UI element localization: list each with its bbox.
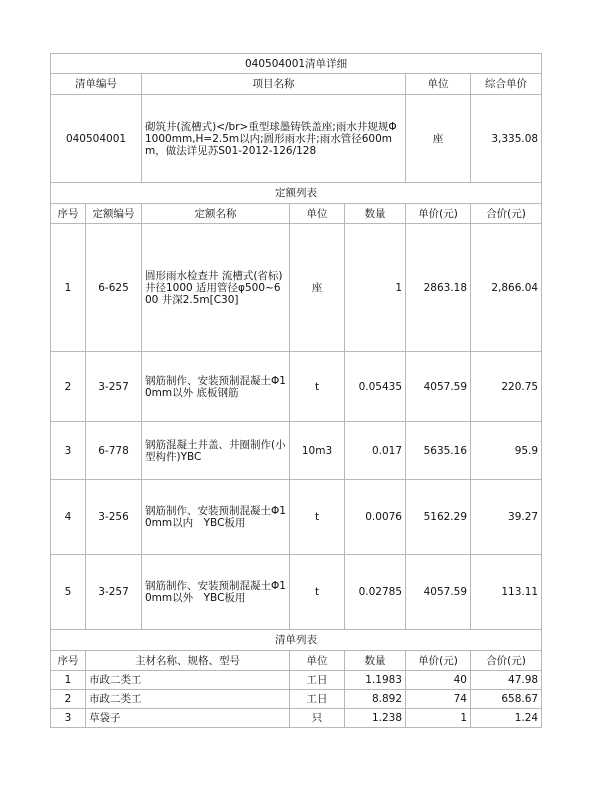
material-total: 47.98 xyxy=(471,671,542,690)
quota-no: 4 xyxy=(51,480,86,555)
quota-total: 39.27 xyxy=(471,480,542,555)
table-row xyxy=(51,422,542,480)
title-row xyxy=(51,54,542,74)
quota-code: 6-625 xyxy=(86,224,142,352)
material-price: 1 xyxy=(406,709,471,728)
quota-header-unit: 单位 xyxy=(290,204,345,224)
summary-row xyxy=(51,95,542,183)
material-header-row xyxy=(51,651,542,671)
quota-qty: 0.0076 xyxy=(345,480,406,555)
quota-no: 1 xyxy=(51,224,86,352)
quota-section-row xyxy=(51,183,542,204)
material-header-price: 单价(元) xyxy=(406,651,471,671)
quota-header-name: 定额名称 xyxy=(142,204,290,224)
material-section-title: 清单列表 xyxy=(51,630,542,651)
quota-header-qty: 数量 xyxy=(345,204,406,224)
material-name: 市政二类工 xyxy=(86,690,290,709)
page-title: 040504001清单详细 xyxy=(51,54,542,74)
quota-code: 6-778 xyxy=(86,422,142,480)
table-row xyxy=(51,480,542,555)
material-qty: 8.892 xyxy=(345,690,406,709)
material-total: 658.67 xyxy=(471,690,542,709)
quota-unit: t xyxy=(290,555,345,630)
quota-qty: 0.02785 xyxy=(345,555,406,630)
item-price: 3,335.08 xyxy=(471,95,542,183)
quota-code: 3-257 xyxy=(86,555,142,630)
material-price: 40 xyxy=(406,671,471,690)
quota-name: 圆形雨水检查井 流槽式(省标)井径1000 适用管径φ500~600 井深2.5m[C30] xyxy=(142,224,290,352)
bill-code: 040504001 xyxy=(51,95,142,183)
quota-qty: 0.05435 xyxy=(345,352,406,422)
quota-name: 钢筋制作、安装预制混凝土Φ10mm以内 YBC板用 xyxy=(142,480,290,555)
quota-total: 220.75 xyxy=(471,352,542,422)
quota-total: 95.9 xyxy=(471,422,542,480)
table-row xyxy=(51,224,542,352)
material-total: 1.24 xyxy=(471,709,542,728)
quota-no: 5 xyxy=(51,555,86,630)
quota-name: 钢筋混凝土井盖、井圈制作(小型构件)YBC xyxy=(142,422,290,480)
header-unit-price: 综合单价 xyxy=(471,74,542,95)
item-unit: 座 xyxy=(406,95,471,183)
quota-name: 钢筋制作、安装预制混凝土Φ10mm以外 底板钢筋 xyxy=(142,352,290,422)
quota-unit: t xyxy=(290,480,345,555)
header-bill-code: 清单编号 xyxy=(51,74,142,95)
material-qty: 1.1983 xyxy=(345,671,406,690)
table-row xyxy=(51,555,542,630)
quota-section-title: 定额列表 xyxy=(51,183,542,204)
quota-header-code: 定额编号 xyxy=(86,204,142,224)
quota-price: 4057.59 xyxy=(406,555,471,630)
quota-no: 3 xyxy=(51,422,86,480)
quota-price: 5162.29 xyxy=(406,480,471,555)
bill-detail-table xyxy=(50,53,542,728)
quota-code: 3-256 xyxy=(86,480,142,555)
header-item-name: 项目名称 xyxy=(142,74,406,95)
table-row xyxy=(51,709,542,728)
material-no: 2 xyxy=(51,690,86,709)
quota-price: 5635.16 xyxy=(406,422,471,480)
material-no: 3 xyxy=(51,709,86,728)
quota-total: 2,866.04 xyxy=(471,224,542,352)
material-name: 草袋子 xyxy=(86,709,290,728)
quota-header-total: 合价(元) xyxy=(471,204,542,224)
quota-header-no: 序号 xyxy=(51,204,86,224)
material-name: 市政二类工 xyxy=(86,671,290,690)
summary-header-row xyxy=(51,74,542,95)
material-header-unit: 单位 xyxy=(290,651,345,671)
quota-header-row xyxy=(51,204,542,224)
material-unit: 只 xyxy=(290,709,345,728)
table-row xyxy=(51,671,542,690)
quota-name: 钢筋制作、安装预制混凝土Φ10mm以外 YBC板用 xyxy=(142,555,290,630)
quota-code: 3-257 xyxy=(86,352,142,422)
material-unit: 工日 xyxy=(290,690,345,709)
quota-no: 2 xyxy=(51,352,86,422)
material-header-total: 合价(元) xyxy=(471,651,542,671)
material-header-name: 主材名称、规格、型号 xyxy=(86,651,290,671)
quota-unit: 10m3 xyxy=(290,422,345,480)
material-section-row xyxy=(51,630,542,651)
table-row xyxy=(51,690,542,709)
material-header-qty: 数量 xyxy=(345,651,406,671)
quota-price: 2863.18 xyxy=(406,224,471,352)
header-unit: 单位 xyxy=(406,74,471,95)
material-price: 74 xyxy=(406,690,471,709)
item-name: 砌筑井(流槽式)</br>重型球墨铸铁盖座;雨水井规规Φ1000mm,H=2.5m以内;圆形雨水井;雨水管径600mm，做法详见苏S01-2012-126/128 xyxy=(142,95,406,183)
quota-header-price: 单价(元) xyxy=(406,204,471,224)
quota-unit: t xyxy=(290,352,345,422)
material-no: 1 xyxy=(51,671,86,690)
quota-qty: 1 xyxy=(345,224,406,352)
quota-unit: 座 xyxy=(290,224,345,352)
table-row xyxy=(51,352,542,422)
material-qty: 1.238 xyxy=(345,709,406,728)
material-unit: 工日 xyxy=(290,671,345,690)
quota-total: 113.11 xyxy=(471,555,542,630)
quota-qty: 0.017 xyxy=(345,422,406,480)
material-header-no: 序号 xyxy=(51,651,86,671)
quota-price: 4057.59 xyxy=(406,352,471,422)
